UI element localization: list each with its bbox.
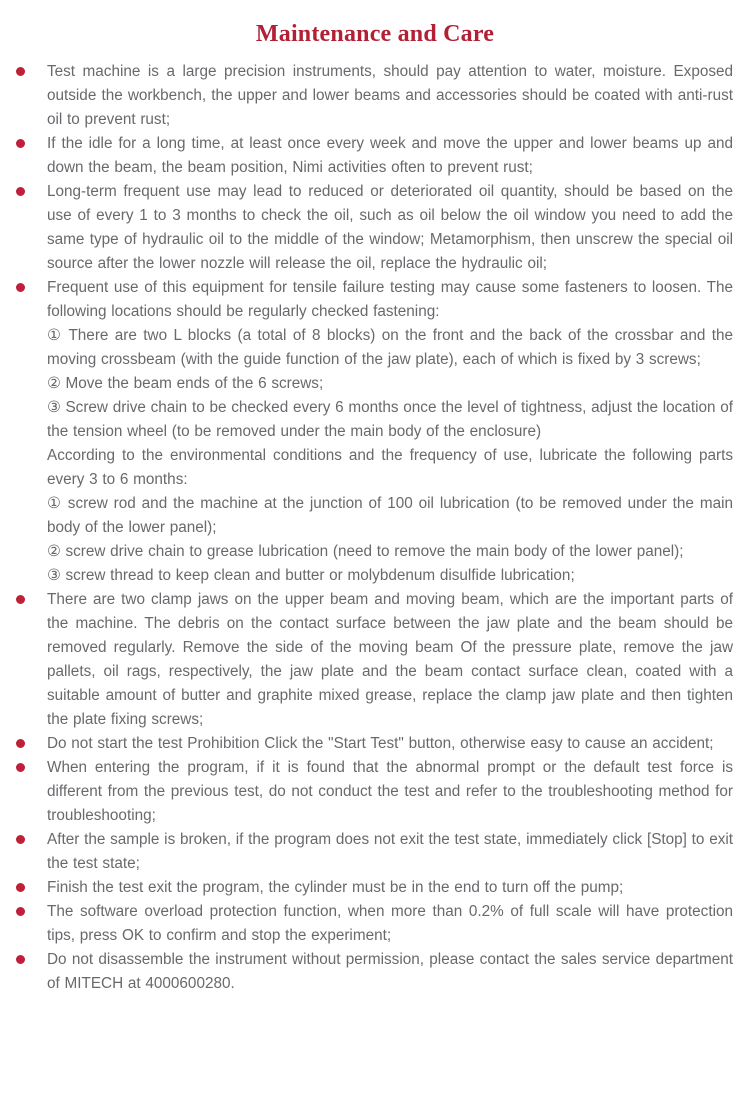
bullet-dot-icon bbox=[16, 907, 25, 916]
bullet-dot-icon bbox=[16, 883, 25, 892]
list-item-text: ② screw drive chain to grease lubrication (need to remove the main body of the lower panel); bbox=[47, 543, 684, 560]
list-item-text: ① screw rod and the machine at the junction of 100 oil lubrication (to be removed under the main body of the lower panel); bbox=[47, 495, 733, 536]
bullet-dot-icon bbox=[16, 283, 25, 292]
list-item-text: There are two clamp jaws on the upper beam and moving beam, which are the important parts of the machine. The debris on the contact surface between the jaw plate and the beam should be removed regularly. Remove the side of the moving beam Of the pressure plate, remove the jaw pallets, oil rags, respectively, the jaw plate and the beam contact surface clean, coated with a suitable amount of butter and graphite mixed grease, replace the clamp jaw plate and then tighten the plate fixing screws; bbox=[47, 591, 733, 728]
list-item-text: According to the environmental conditions and the frequency of use, lubricate the following parts every 3 to 6 months: bbox=[47, 447, 733, 488]
list-item-text: Test machine is a large precision instruments, should pay attention to water, moisture. Exposed outside the workbench, the upper and lower beams and accessories should be coated with anti-rust oil to prevent rust; bbox=[47, 63, 733, 128]
list-item-text: Do not start the test Prohibition Click the "Start Test" button, otherwise easy to cause an accident; bbox=[47, 735, 714, 752]
list-item-text: The software overload protection function, when more than 0.2% of full scale will have protection tips, press OK to confirm and stop the experiment; bbox=[47, 903, 733, 944]
list-item-text: ① There are two L blocks (a total of 8 blocks) on the front and the back of the crossbar and the moving crossbeam (with the guide function of the jaw plate), each of which is fixed by 3 screws; bbox=[47, 327, 733, 368]
maintenance-list bbox=[0, 60, 750, 996]
bullet-dot-icon bbox=[16, 835, 25, 844]
list-item bbox=[47, 876, 733, 900]
list-item bbox=[47, 132, 733, 180]
bullet-dot-icon bbox=[16, 67, 25, 76]
list-item bbox=[47, 828, 733, 876]
list-item bbox=[47, 900, 733, 948]
list-item-text: If the idle for a long time, at least once every week and move the upper and lower beams up and down the beam, the beam position, Nimi activities often to prevent rust; bbox=[47, 135, 733, 176]
page-title: Maintenance and Care bbox=[255, 21, 495, 47]
bullet-dot-icon bbox=[16, 763, 25, 772]
list-item-text: ② Move the beam ends of the 6 screws; bbox=[47, 375, 324, 392]
list-item-text: Long-term frequent use may lead to reduced or deteriorated oil quantity, should be based on the use of every 1 to 3 months to check the oil, such as oil below the oil window you need to add the same type of hydraulic oil to the middle of the window; Metamorphism, then unscrew the special oil source after the lower nozzle will release the oil, replace the hydraulic oil; bbox=[47, 183, 733, 272]
list-item bbox=[47, 756, 733, 828]
list-item-text: After the sample is broken, if the program does not exit the test state, immediately click [Stop] to exit the test state; bbox=[47, 831, 733, 872]
bullet-dot-icon bbox=[16, 739, 25, 748]
list-item bbox=[47, 276, 733, 588]
list-item-text: Frequent use of this equipment for tensile failure testing may cause some fasteners to loosen. The following locations should be regularly checked fastening: bbox=[47, 279, 733, 320]
list-item bbox=[47, 60, 733, 132]
list-item-text: ③ screw thread to keep clean and butter or molybdenum disulfide lubrication; bbox=[47, 567, 575, 584]
bullet-dot-icon bbox=[16, 187, 25, 196]
bullet-dot-icon bbox=[16, 139, 25, 148]
bullet-dot-icon bbox=[16, 955, 25, 964]
list-item bbox=[47, 180, 733, 276]
list-item-text: Finish the test exit the program, the cylinder must be in the end to turn off the pump; bbox=[47, 879, 624, 896]
list-item-text: When entering the program, if it is found that the abnormal prompt or the default test force is different from the previous test, do not conduct the test and refer to the troubleshooting method for troubleshooting; bbox=[47, 759, 733, 824]
list-item-text: Do not disassemble the instrument without permission, please contact the sales service department of MITECH at 4000600280. bbox=[47, 951, 733, 992]
list-item bbox=[47, 948, 733, 996]
list-item bbox=[47, 732, 733, 756]
bullet-dot-icon bbox=[16, 595, 25, 604]
list-item bbox=[47, 588, 733, 732]
list-item-text: ③ Screw drive chain to be checked every 6 months once the level of tightness, adjust the location of the tension wheel (to be removed under the main body of the enclosure) bbox=[47, 399, 733, 440]
